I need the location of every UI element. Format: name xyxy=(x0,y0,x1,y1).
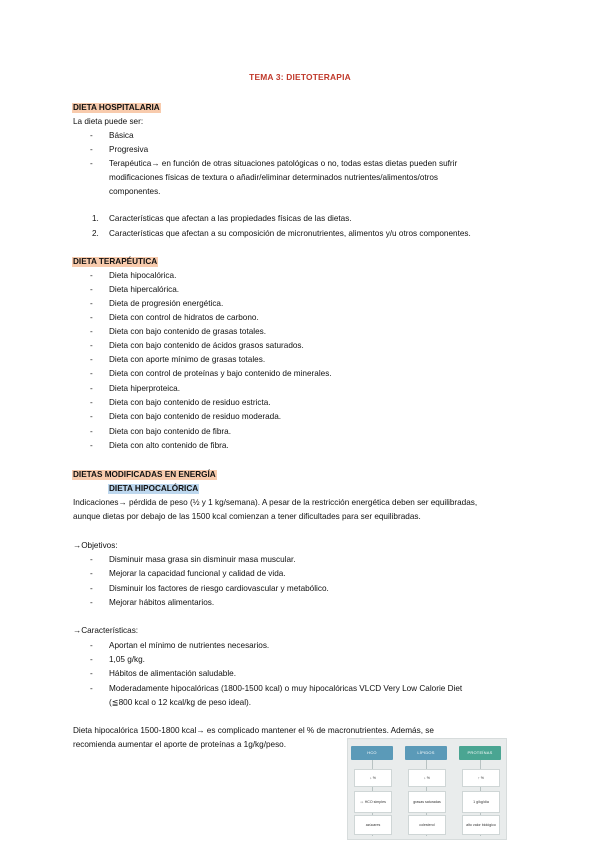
diagram-box: colesterol xyxy=(408,815,446,835)
list-item: Progresiva xyxy=(109,145,149,154)
list-item: Dieta con alto contenido de fibra. xyxy=(109,441,229,450)
bullet-dash: - xyxy=(90,299,93,308)
bullet-dash: - xyxy=(90,584,93,593)
diagram-box: azúcares xyxy=(354,815,392,835)
list-item: 1,05 g/kg. xyxy=(109,655,145,664)
bullet-dash: - xyxy=(90,369,93,378)
list-item: Hábitos de alimentación saludable. xyxy=(109,669,236,678)
bullet-dash: - xyxy=(90,655,93,664)
bullet-dash: - xyxy=(90,684,93,693)
bullet-dash: - xyxy=(90,131,93,140)
diagram-header-proteinas: PROTEÍNAS xyxy=(459,746,501,760)
list-item: Dieta hiperproteica. xyxy=(109,384,180,393)
bullet-dash: - xyxy=(90,341,93,350)
diagram-header-hco: HCO xyxy=(351,746,393,760)
bullet-dash: - xyxy=(90,412,93,421)
bullet-dash: - xyxy=(90,355,93,364)
diagram-box: ↓↓ HCO simples xyxy=(354,791,392,813)
list-number: 1. xyxy=(92,214,99,223)
numbered-item: Características que afectan a su composición de micronutrientes, alimentos y/u otros componentes. xyxy=(109,229,471,238)
list-item: Dieta con control de hidratos de carbono. xyxy=(109,313,259,322)
list-item: Dieta hipocalórica. xyxy=(109,271,177,280)
closing-line: Dieta hipocalórica 1500-1800 kcal→ es complicado mantener el % de macronutrientes. Además, se xyxy=(73,726,434,735)
bullet-dash: - xyxy=(90,669,93,678)
bullet-dash: - xyxy=(90,427,93,436)
diagram-header-lipidos: LÍPIDOS xyxy=(405,746,447,760)
indications-line: aunque dietas por debajo de las 1500 kcal comienzan a tener dificultades para ser equilibradas. xyxy=(73,512,421,521)
list-item: Dieta con bajo contenido de ácidos grasos saturados. xyxy=(109,341,304,350)
bullet-dash: - xyxy=(90,641,93,650)
list-item: Mejorar la capacidad funcional y calidad de vida. xyxy=(109,569,286,578)
list-item-continued: componentes. xyxy=(109,187,161,196)
diagram-box: 1 g/kg/día xyxy=(462,791,500,813)
indications-line: Indicaciones→ pérdida de peso (½ y 1 kg/semana). A pesar de la restricción energética deben ser equilibradas, xyxy=(73,498,478,507)
bullet-dash: - xyxy=(90,569,93,578)
bullet-dash: - xyxy=(90,145,93,154)
subsection-heading-hipocalorica: DIETA HIPOCALÓRICA xyxy=(109,484,199,493)
list-item: Dieta de progresión energética. xyxy=(109,299,224,308)
bullet-dash: - xyxy=(90,159,93,168)
bullet-dash: - xyxy=(90,555,93,564)
bullet-dash: - xyxy=(90,384,93,393)
section-heading-terapeutica: DIETA TERAPÉUTICA xyxy=(73,257,158,266)
bullet-dash: - xyxy=(90,398,93,407)
bullet-dash: - xyxy=(90,271,93,280)
diagram-box: ↑ % xyxy=(462,769,500,787)
list-item: Dieta hipercalórica. xyxy=(109,285,180,294)
list-item: Dieta con bajo contenido de residuo moderada. xyxy=(109,412,282,421)
diagram-box: alto valor biológico xyxy=(462,815,500,835)
section-heading-energia: DIETAS MODIFICADAS EN ENERGÍA xyxy=(73,470,216,479)
objectives-heading: →Objetivos: xyxy=(73,541,118,550)
bullet-dash: - xyxy=(90,598,93,607)
list-item-continued: (≦800 kcal o 12 kcal/kg de peso ideal). xyxy=(109,698,252,707)
list-number: 2. xyxy=(92,229,99,238)
list-item: Moderadamente hipocalóricas (1800-1500 kcal) o muy hipocalóricas VLCD Very Low Calorie Diet xyxy=(109,684,463,693)
list-item: Terapéutica→ en función de otras situaciones patológicas o no, todas estas dietas pueden sufrir xyxy=(109,159,458,168)
list-item: Dieta con bajo contenido de grasas totales. xyxy=(109,327,267,336)
intro-text: La dieta puede ser: xyxy=(73,117,144,126)
closing-line: recomienda aumentar el aporte de proteínas a 1g/kg/peso. xyxy=(73,740,287,749)
list-item: Dieta con aporte mínimo de grasas totales. xyxy=(109,355,266,364)
list-item-continued: modificaciones físicas de textura o añadir/eliminar determinados nutrientes/alimentos/otros xyxy=(109,173,439,182)
diagram-box: grasas saturadas xyxy=(408,791,446,813)
macronutrient-diagram xyxy=(347,738,507,840)
list-item: Mejorar hábitos alimentarios. xyxy=(109,598,215,607)
list-item: Dieta con bajo contenido de residuo estricta. xyxy=(109,398,271,407)
list-item: Básica xyxy=(109,131,134,140)
bullet-dash: - xyxy=(90,313,93,322)
diagram-box: ↓ % xyxy=(408,769,446,787)
diagram-box: ↓ % xyxy=(354,769,392,787)
list-item: Dieta con bajo contenido de fibra. xyxy=(109,427,231,436)
bullet-dash: - xyxy=(90,327,93,336)
list-item: Disminuir los factores de riesgo cardiovascular y metabólico. xyxy=(109,584,329,593)
section-heading-hospitalaria: DIETA HOSPITALARIA xyxy=(73,103,160,112)
bullet-dash: - xyxy=(90,285,93,294)
numbered-item: Características que afectan a las propiedades físicas de las dietas. xyxy=(109,214,352,223)
list-item: Disminuir masa grasa sin disminuir masa muscular. xyxy=(109,555,296,564)
list-item: Aportan el mínimo de nutrientes necesarios. xyxy=(109,641,270,650)
document-title: TEMA 3: DIETOTERAPIA xyxy=(249,72,351,82)
characteristics-heading: →Características: xyxy=(73,626,139,635)
list-item: Dieta con control de proteínas y bajo contenido de minerales. xyxy=(109,369,332,378)
bullet-dash: - xyxy=(90,441,93,450)
